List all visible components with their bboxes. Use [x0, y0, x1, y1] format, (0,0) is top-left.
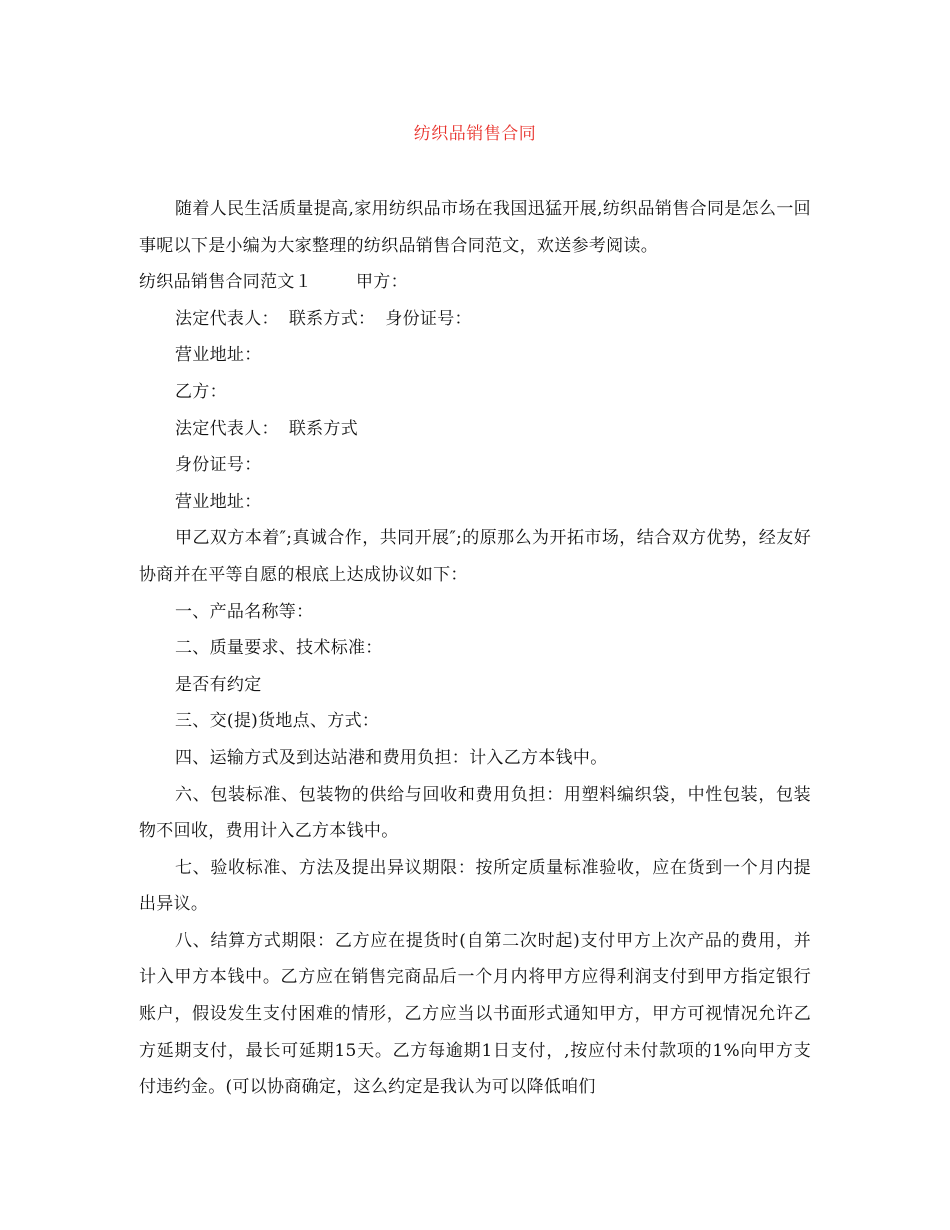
clause-paragraph: 八、结算方式期限：乙方应在提货时(自第二次时起)支付甲方上次产品的费用，并计入甲方本钱中。乙方应在销售完商品后一个月内将甲方应得利润支付到甲方指定银行账户，假设发生支付困难的情形，乙方应当以书面形式通知甲方，甲方可视情况允许乙方延期支付，最长可延期15天。乙方每逾期1日支付，,按应付未付款项的1%向甲方支付违约金。(可以协商确定，这么约定是我认为可以降低咱们 — [139, 930, 811, 1098]
clause-paragraph: 一、产品名称等： — [175, 601, 314, 622]
clause-paragraph: 是否有约定 — [175, 674, 262, 695]
clause-paragraph: 七、验收标准、方法及提出异议期限：按所定质量标准验收，应在货到一个月内提出异议。 — [139, 857, 811, 915]
clause-paragraph: 六、包装标准、包装物的供给与回收和费用负担：用塑料编织袋，中性包装，包装物不回收，费用计入乙方本钱中。 — [139, 784, 811, 842]
party-a-contact: 联系方式： — [288, 308, 376, 329]
preamble-paragraph: 甲乙双方本着″;真诚合作，共同开展″;的原那么为开拓市场，结合双方优势，经友好协商并在平等自愿的根底上达成协议如下： — [139, 528, 811, 585]
party-b-legal-rep: 法定代表人： — [175, 418, 279, 439]
clause-paragraph: 四、运输方式及到达站港和费用负担：计入乙方本钱中。 — [175, 747, 608, 768]
party-b-id: 身份证号： — [175, 455, 262, 476]
clause-paragraph: 三、交(提)货地点、方式： — [175, 711, 380, 732]
party-a-legal-rep: 法定代表人： — [175, 308, 279, 329]
party-a-address: 营业地址： — [175, 345, 262, 366]
document-body — [139, 191, 811, 1106]
party-b-contact: 联系方式 — [288, 418, 359, 439]
party-b-address: 营业地址： — [175, 491, 262, 512]
party-a-label: 甲方： — [356, 272, 408, 293]
sample-heading-line — [139, 264, 811, 301]
clause-paragraph: 二、质量要求、技术标准： — [175, 638, 383, 659]
party-b-label: 乙方： — [175, 381, 227, 402]
party-a-id: 身份证号： — [385, 308, 472, 329]
party-b-rep-line — [139, 411, 811, 448]
intro-paragraph: 随着人民生活质量提高,家用纺织品市场在我国迅猛开展,纺织品销售合同是怎么一回事呢以下是小编为大家整理的纺织品销售合同范文，欢送参考阅读。 — [139, 199, 811, 256]
document-title: 纺织品销售合同 — [413, 124, 537, 144]
party-a-rep-line — [139, 301, 811, 338]
sample-heading: 纺织品销售合同范文１ — [139, 272, 312, 293]
